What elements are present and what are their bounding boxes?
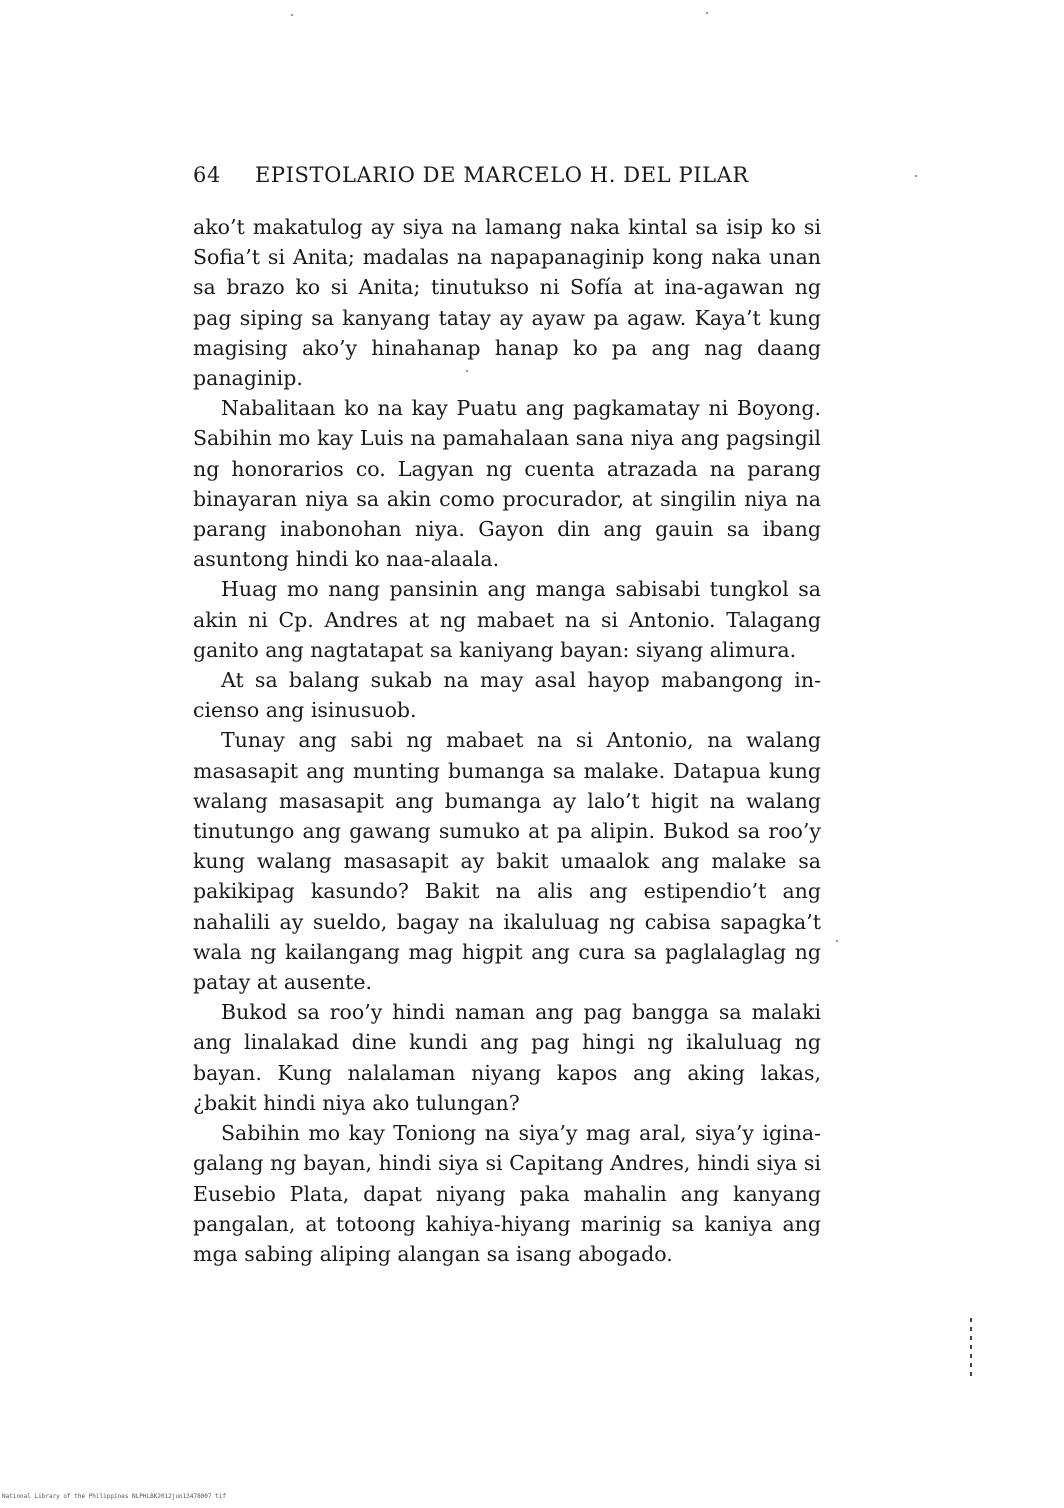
paragraph: Tunay ang sabi ng mabaet na si Antonio, na walang masasapit ang munting bumanga sa malake. Datapua kung walang masasapit ang bumanga ay lalo’t higit na walang tinutungo ang gawang sumuko at pa alipin. Bukod sa roo’y kung walang masasapit ay bakit umaalok ang malake sa pakikipag kasundo? Bakit na alis ang estipendio’t ang nahalili ay sueldo, bagay na ikaluluag ng cabisa sapagka’t wala ng kailangang mag higpit ang cura sa paglalaglag ng patay at ausente. <box>193 728 821 995</box>
scan-footer-note: National Library of the Philippines NLPHLBK2012jun13478007 tif <box>2 1493 226 1500</box>
paragraph: Bukod sa roo’y hindi naman ang pag bangga sa malaki ang linalakad dine kundi ang pag hingi ng ikaluluag ng bayan. Kung nalalaman niyang kapos ang aking lakas, ¿bakit hindi niya ako tulungan? <box>193 1000 821 1115</box>
scan-speck <box>836 940 838 942</box>
paragraph: At sa balang sukab na may asal hayop mabangong incienso ang isinusuob. <box>193 668 821 723</box>
paragraph: Nabalitaan ko na kay Puatu ang pagkamatay ni Boyong. Sabihin mo kay Luis na pamahalaan sana niya ang pagsingil ng honorarios co. Lagyan ng cuenta atrazada na parang binayaran niya sa akin como procurador, at singilin niya na parang inabonohan niya. Gayon din ang gauin sa ibang asuntong hindi ko naa-alaala. <box>193 396 821 572</box>
scan-margin-marks <box>970 1318 976 1386</box>
letter-body <box>193 212 821 1269</box>
page-number: 64 <box>193 163 221 187</box>
scan-speck <box>706 12 708 14</box>
running-title: EPISTOLARIO DE MARCELO H. DEL PILAR <box>255 163 749 187</box>
scan-speck <box>291 14 293 16</box>
running-header <box>193 163 833 193</box>
scan-speck <box>466 370 468 372</box>
scan-speck <box>915 175 917 177</box>
paragraph: Sabihin mo kay Toniong na siya’y mag aral, siya’y iginagalang ng bayan, hindi siya si Capitang Andres, hindi siya si Eusebio Plata, dapat niyang paka mahalin ang kanyang pangalan, at totoong kahiya-hiyang marinig sa kaniya ang mga sabing aliping alangan sa isang abogado. <box>193 1121 821 1266</box>
paragraph-continuation: ako’t makatulog ay siya na lamang naka kintal sa isip ko si Sofia’t si Anita; madalas na napapanaginip kong naka unan sa brazo ko si Anita; tinutukso ni Sofía at ina-agawan ng pag siping sa kanyang tatay ay ayaw pa agaw. Kaya’t kung magising ako’y hinahanap hanap ko pa ang nag daang panaginip. <box>193 215 821 391</box>
paragraph: Huag mo nang pansinin ang manga sabisabi tungkol sa akin ni Cp. Andres at ng mabaet na si Antonio. Talagang ganito ang nagtatapat sa kaniyang bayan: siyang alimura. <box>193 577 821 662</box>
